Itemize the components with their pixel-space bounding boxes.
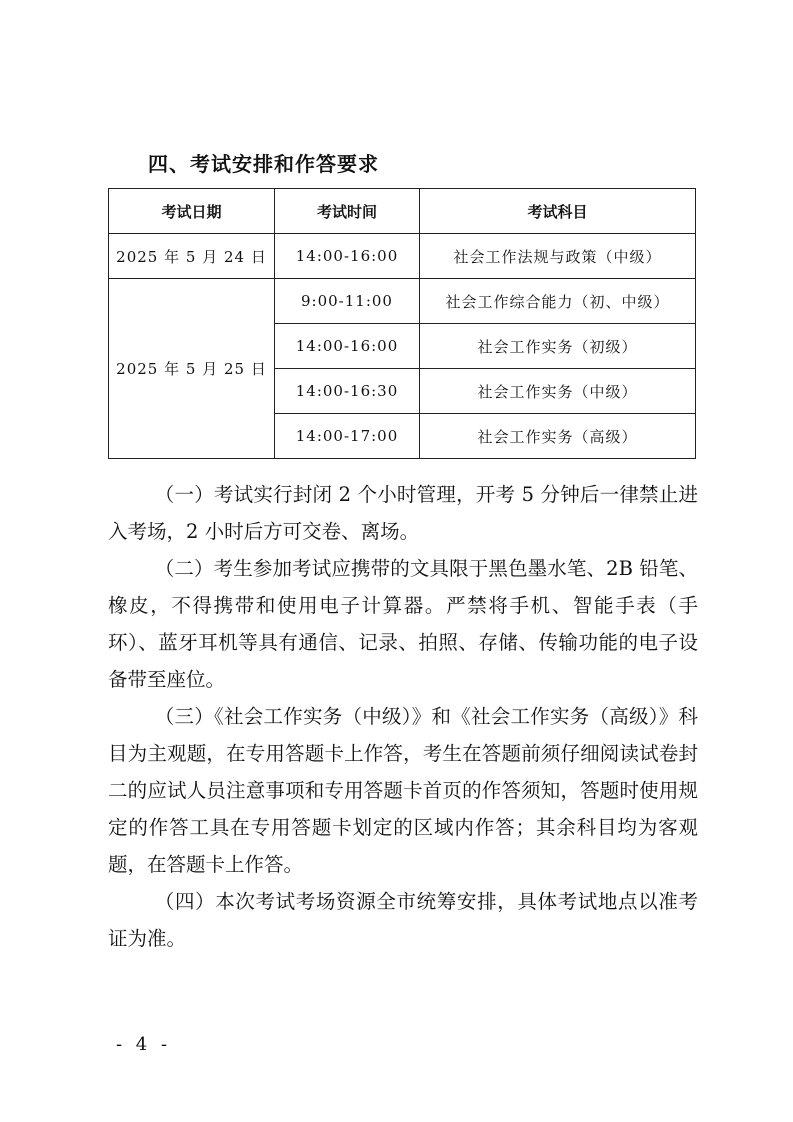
exam-time-cell: 14:00-16:00 <box>275 234 420 279</box>
page-number: - 4 - <box>116 1034 172 1055</box>
exam-date-cell: 2025 年 5 月 24 日 <box>109 234 275 279</box>
paragraph-3: （三）《社会工作实务（中级）》和《社会工作实务（高级）》科目为主观题，在专用答题卡上作答，考生在答题前须仔细阅读试卷封二的应试人员注意事项和专用答题卡首页的作答须知，答题时使用规定的作答工具在专用答题卡划定的区域内作答；其余科目均为客观题，在答题卡上作答。 <box>108 705 698 876</box>
exam-date-cell: 2025 年 5 月 25 日 <box>109 279 275 459</box>
paragraph-4: （四）本次考试考场资源全市统筹安排，具体考试地点以准考证为准。 <box>108 890 698 950</box>
exam-schedule-table <box>108 188 696 459</box>
exam-subject-cell: 社会工作实务（高级） <box>420 414 696 459</box>
section-heading: 四、考试安排和作答要求 <box>148 152 379 176</box>
exam-time-cell: 14:00-16:00 <box>275 324 420 369</box>
exam-subject-cell: 社会工作实务（初级） <box>420 324 696 369</box>
header-exam-time: 考试时间 <box>275 189 420 234</box>
table-row <box>109 279 696 324</box>
table-row <box>109 234 696 279</box>
header-exam-subject: 考试科目 <box>420 189 696 234</box>
paragraph-2: （二）考生参加考试应携带的文具限于黑色墨水笔、2B 铅笔、橡皮，不得携带和使用电子计算器。严禁将手机、智能手表（手环）、蓝牙耳机等具有通信、记录、拍照、存储、传输功能的电子设备带至座位。 <box>108 557 698 691</box>
header-exam-date: 考试日期 <box>109 189 275 234</box>
exam-time-cell: 9:00-11:00 <box>275 279 420 324</box>
requirements-text <box>108 476 698 957</box>
exam-time-cell: 14:00-16:30 <box>275 369 420 414</box>
exam-subject-cell: 社会工作法规与政策（中级） <box>420 234 696 279</box>
exam-subject-cell: 社会工作实务（中级） <box>420 369 696 414</box>
table-header-row <box>109 189 696 234</box>
paragraph-1: （一）考试实行封闭 2 个小时管理，开考 5 分钟后一律禁止进入考场，2 小时后方可交卷、离场。 <box>108 483 698 543</box>
exam-time-cell: 14:00-17:00 <box>275 414 420 459</box>
exam-subject-cell: 社会工作综合能力（初、中级） <box>420 279 696 324</box>
